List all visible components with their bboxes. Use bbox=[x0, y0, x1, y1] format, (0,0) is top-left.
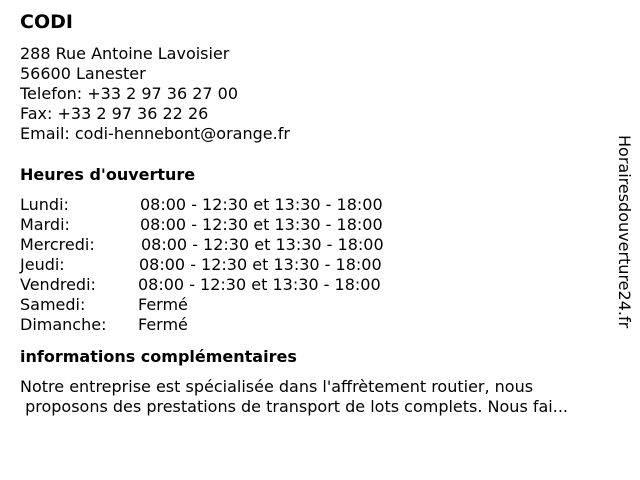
address-street: 288 Rue Antoine Lavoisier bbox=[20, 44, 230, 63]
hours-value: Fermé bbox=[138, 295, 188, 314]
hours-day: Lundi: bbox=[20, 195, 69, 214]
hours-day: Dimanche: bbox=[20, 315, 107, 334]
hours-row-vendredi bbox=[20, 275, 610, 295]
hours-row-jeudi bbox=[20, 255, 610, 275]
hours-value: 08:00 - 12:30 et 13:30 - 18:00 bbox=[140, 195, 383, 214]
company-name: CODI bbox=[20, 11, 73, 33]
hours-day: Samedi: bbox=[20, 295, 86, 314]
hours-row-lundi bbox=[20, 195, 610, 215]
hours-day: Vendredi: bbox=[20, 275, 96, 294]
hours-value: 08:00 - 12:30 et 13:30 - 18:00 bbox=[141, 235, 384, 254]
additional-info-line: Notre entreprise est spécialisée dans l'affrètement routier, nous bbox=[20, 377, 534, 396]
hours-value: Fermé bbox=[138, 315, 188, 334]
hours-day: Jeudi: bbox=[20, 255, 65, 274]
hours-row-dimanche bbox=[20, 315, 610, 335]
hours-day: Mercredi: bbox=[20, 235, 95, 254]
email-address: Email: codi-hennebont@orange.fr bbox=[20, 124, 290, 143]
opening-hours-title: Heures d'ouverture bbox=[20, 165, 196, 184]
hours-value: 08:00 - 12:30 et 13:30 - 18:00 bbox=[140, 215, 383, 234]
hours-row-samedi bbox=[20, 295, 610, 315]
address-city: 56600 Lanester bbox=[20, 64, 146, 83]
hours-value: 08:00 - 12:30 et 13:30 - 18:00 bbox=[139, 255, 382, 274]
hours-row-mardi bbox=[20, 215, 610, 235]
hours-day: Mardi: bbox=[20, 215, 70, 234]
additional-info-line: proposons des prestations de transport de lots complets. Nous fai... bbox=[20, 397, 568, 416]
additional-info-text bbox=[20, 377, 610, 417]
opening-hours-list bbox=[20, 195, 610, 335]
additional-info-title: informations complémentaires bbox=[20, 347, 297, 366]
hours-value: 08:00 - 12:30 et 13:30 - 18:00 bbox=[138, 275, 381, 294]
site-watermark: Horairesdouverture24.fr bbox=[615, 135, 634, 329]
business-card bbox=[20, 10, 610, 417]
phone-number: Telefon: +33 2 97 36 27 00 bbox=[20, 84, 239, 103]
hours-row-mercredi bbox=[20, 235, 610, 255]
fax-number: Fax: +33 2 97 36 22 26 bbox=[20, 104, 209, 123]
